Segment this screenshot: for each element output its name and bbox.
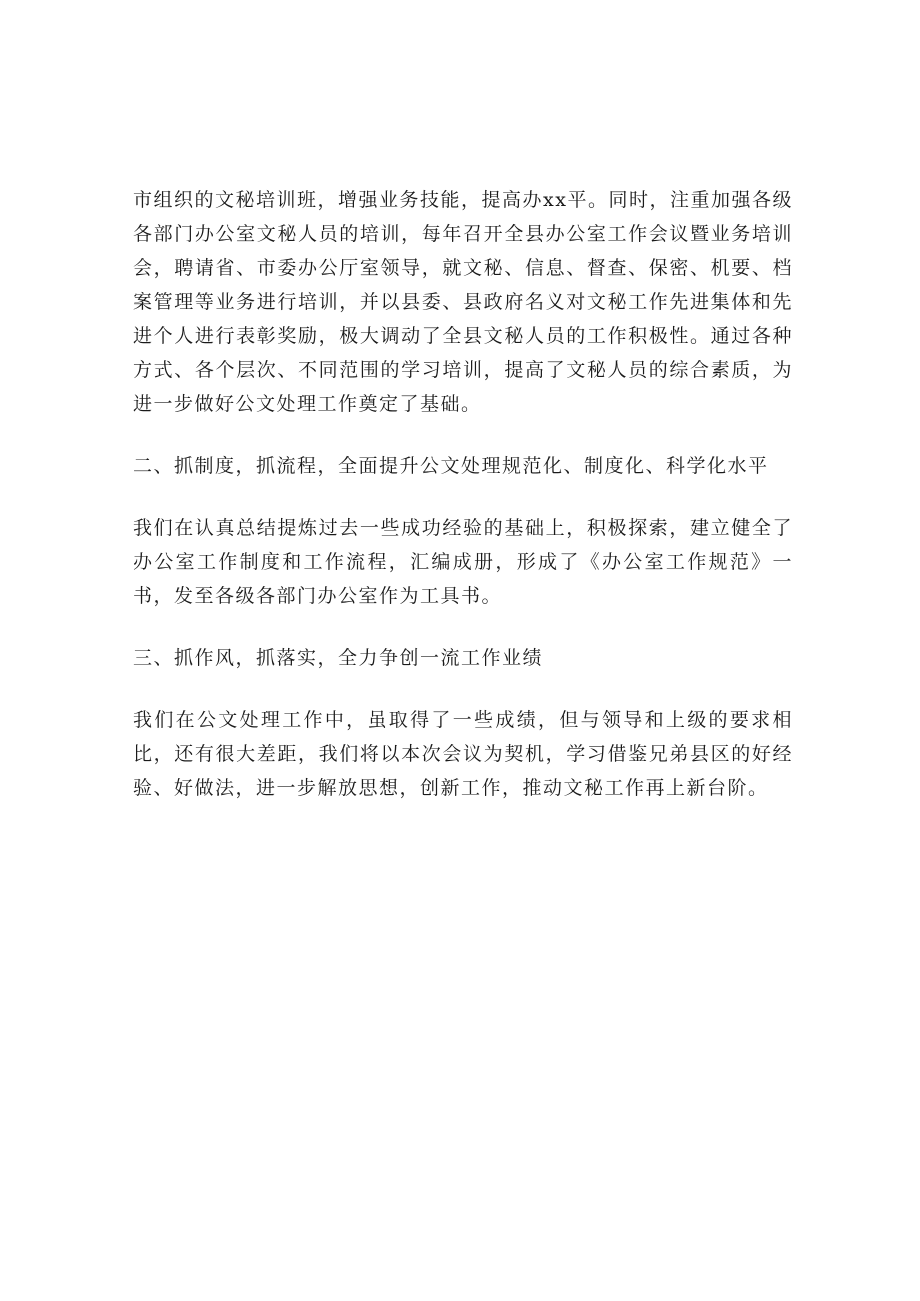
section-heading-2: 二、抓制度，抓流程，全面提升公文处理规范化、制度化、科学化水平 xyxy=(133,455,769,477)
paragraph-system: 我们在认真总结提炼过去一些成功经验的基础上，积极探索，建立健全了办公室工作制度和工作流程，汇编成册，形成了《办公室工作规范》一书，发至各级各部门办公室作为工具书。 xyxy=(133,517,793,607)
section-heading-3: 三、抓作风，抓落实，全力争创一流工作业绩 xyxy=(133,647,544,669)
paragraph-gap xyxy=(133,483,793,511)
paragraph-training: 市组织的文秘培训班，增强业务技能，提高办xx平。同时，注重加强各级各部门办公室文秘人员的培训，每年召开全县办公室工作会议暨业务培训会，聘请省、市委办公厅室领导，就文秘、信息、督查、保密、机要、档案管理等业务进行培训，并以县委、县政府名义对文秘工作先进集体和先进个人进行表彰奖励，极大调动了全县文秘人员的工作积极性。通过各种方式、各个层次、不同范围的学习培训，提高了文秘人员的综合素质，为进一步做好公文处理工作奠定了基础。 xyxy=(133,189,793,415)
document-body xyxy=(133,183,793,805)
paragraph-conclusion: 我们在公文处理工作中，虽取得了一些成绩，但与领导和上级的要求相比，还有很大差距，我们将以本次会议为契机，学习借鉴兄弟县区的好经验、好做法，进一步解放思想，创新工作，推动文秘工作再上新台阶。 xyxy=(133,709,793,799)
paragraph-gap xyxy=(133,675,793,703)
paragraph-gap xyxy=(133,421,793,449)
paragraph-gap xyxy=(133,613,793,641)
